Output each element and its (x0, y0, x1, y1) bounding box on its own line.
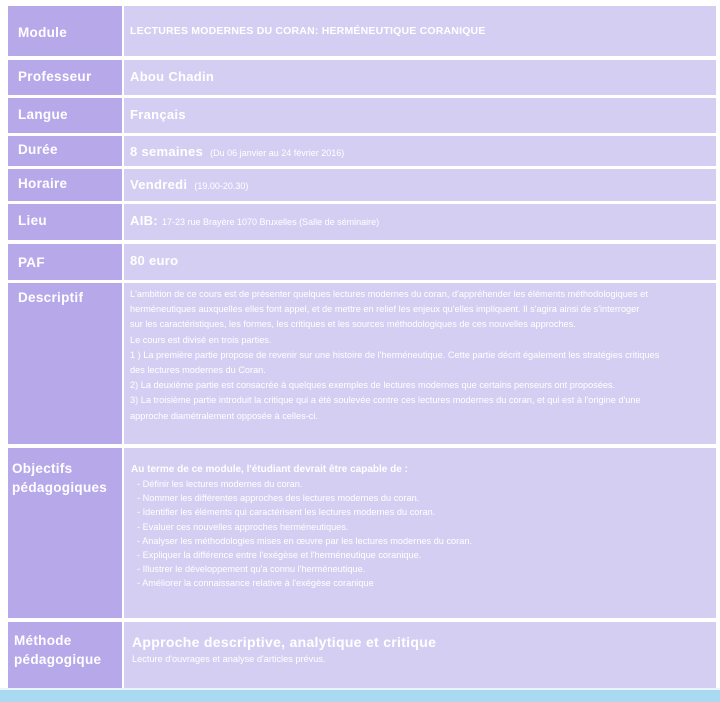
lieu-detail: 17-23 rue Brayère 1070 Bruxelles (Salle de séminaire) (161, 217, 380, 227)
descriptif-line: des lectures modernes du Coran. (130, 365, 266, 376)
methode-detail: Lecture d'ouvrages et analyse d'articles prévus. (132, 654, 326, 664)
row-module (8, 6, 716, 56)
row-objectifs (8, 448, 716, 618)
row-lieu (8, 204, 716, 240)
row-paf (8, 244, 716, 280)
bottom-bar (0, 690, 720, 702)
value-descriptif (124, 283, 716, 444)
objectif-item: - Expliquer la différence entre l'exégèse et l'herméneutique coranique. (137, 550, 422, 561)
label-methode-line1: Méthode (14, 633, 72, 648)
horaire-value: Vendredi (130, 177, 188, 192)
horaire-detail: (19.00-20.30) (194, 181, 249, 191)
row-descriptif (8, 283, 716, 444)
descriptif-line: L'ambition de ce cours est de présenter quelques lectures modernes du coran, d'appréhender les éléments méthodologiques et (130, 289, 648, 299)
descriptif-line: Le cours est divisé en trois parties. (130, 334, 272, 345)
descriptif-line: sur les caractéristiques, les formes, les critiques et les sources méthodologiques de ces nouvelles approches. (130, 319, 576, 330)
descriptif-line: 2) La deuxième partie est consacrée à quelques exemples de lectures modernes que certains penseurs ont proposées. (130, 380, 616, 391)
objectif-item: - Nommer les différentes approches des lectures modernes du coran. (137, 493, 420, 504)
value-duree (124, 136, 716, 166)
value-paf (124, 244, 716, 280)
label-lieu: Lieu (8, 204, 122, 240)
label-professeur: Professeur (8, 60, 122, 95)
row-professeur (8, 60, 716, 95)
descriptif-line: 1 ) La première partie propose de revenir sur une histoire de l'herméneutique. Cette partie décrit également les stratégies critiques (130, 349, 660, 360)
descriptif-line: herméneutiques auxquelles elles font appel, et de mettre en relief les enjeux qu'elles impliquent. Il s'agira ainsi de s'interroger (130, 304, 640, 315)
label-duree: Durée (8, 136, 122, 166)
label-langue: Langue (8, 98, 122, 133)
objectif-item: - Identifier les éléments qui caractérisent les lectures modernes du coran. (137, 507, 436, 518)
module-title: LECTURES MODERNES DU CORAN: HERMÉNEUTIQUE CORANIQUE (130, 25, 486, 37)
label-objectifs-line1: Objectifs (12, 461, 73, 476)
value-methode (124, 622, 716, 688)
value-langue (124, 98, 716, 133)
langue-value: Français (130, 107, 186, 122)
value-professeur (124, 60, 716, 95)
objectif-item: - Définir les lectures modernes du coran. (137, 479, 303, 489)
course-sheet (8, 6, 716, 688)
lieu-value: AIB: (130, 213, 158, 228)
paf-value: 80 euro (130, 253, 179, 268)
label-horaire: Horaire (8, 169, 122, 201)
row-langue (8, 98, 716, 133)
professeur-name: Abou Chadin (130, 69, 215, 84)
value-lieu (124, 204, 716, 240)
label-descriptif: Descriptif (8, 283, 122, 444)
row-methode (8, 622, 716, 688)
label-methode (8, 622, 122, 688)
value-objectifs (124, 448, 716, 618)
objectif-item: - Analyser les méthodologies mises en œuvre par les lectures modernes du coran. (137, 535, 472, 546)
label-module: Module (8, 6, 122, 56)
objectif-item: - Evaluer ces nouvelles approches herméneutiques. (137, 521, 349, 532)
value-horaire (124, 169, 716, 201)
descriptif-line: approche diamétralement opposée à celles-ci. (130, 410, 318, 421)
label-objectifs-line2: pédagogiques (12, 480, 108, 495)
duree-detail: (Du 06 janvier au 24 février 2016) (210, 148, 345, 158)
label-methode-line2: pédagogique (14, 652, 102, 667)
label-paf: PAF (8, 244, 122, 280)
duree-value: 8 semaines (130, 144, 204, 159)
objectifs-heading: Au terme de ce module, l'étudiant devrait être capable de : (131, 464, 408, 475)
row-duree (8, 136, 716, 166)
descriptif-line: 3) La troisième partie introduit la critique qui a été soulevée contre ces lectures modernes du coran, et qui est à l'origine d'une (130, 395, 641, 406)
methode-value: Approche descriptive, analytique et critique (132, 634, 437, 650)
objectif-item: - Illustrer le développement qu'a connu l'herméneutique. (137, 564, 366, 575)
objectif-item: - Améliorer la connaissance relative à l'exégèse coranique (137, 578, 374, 589)
value-module (124, 6, 716, 56)
label-objectifs (8, 448, 122, 618)
row-horaire (8, 169, 716, 201)
